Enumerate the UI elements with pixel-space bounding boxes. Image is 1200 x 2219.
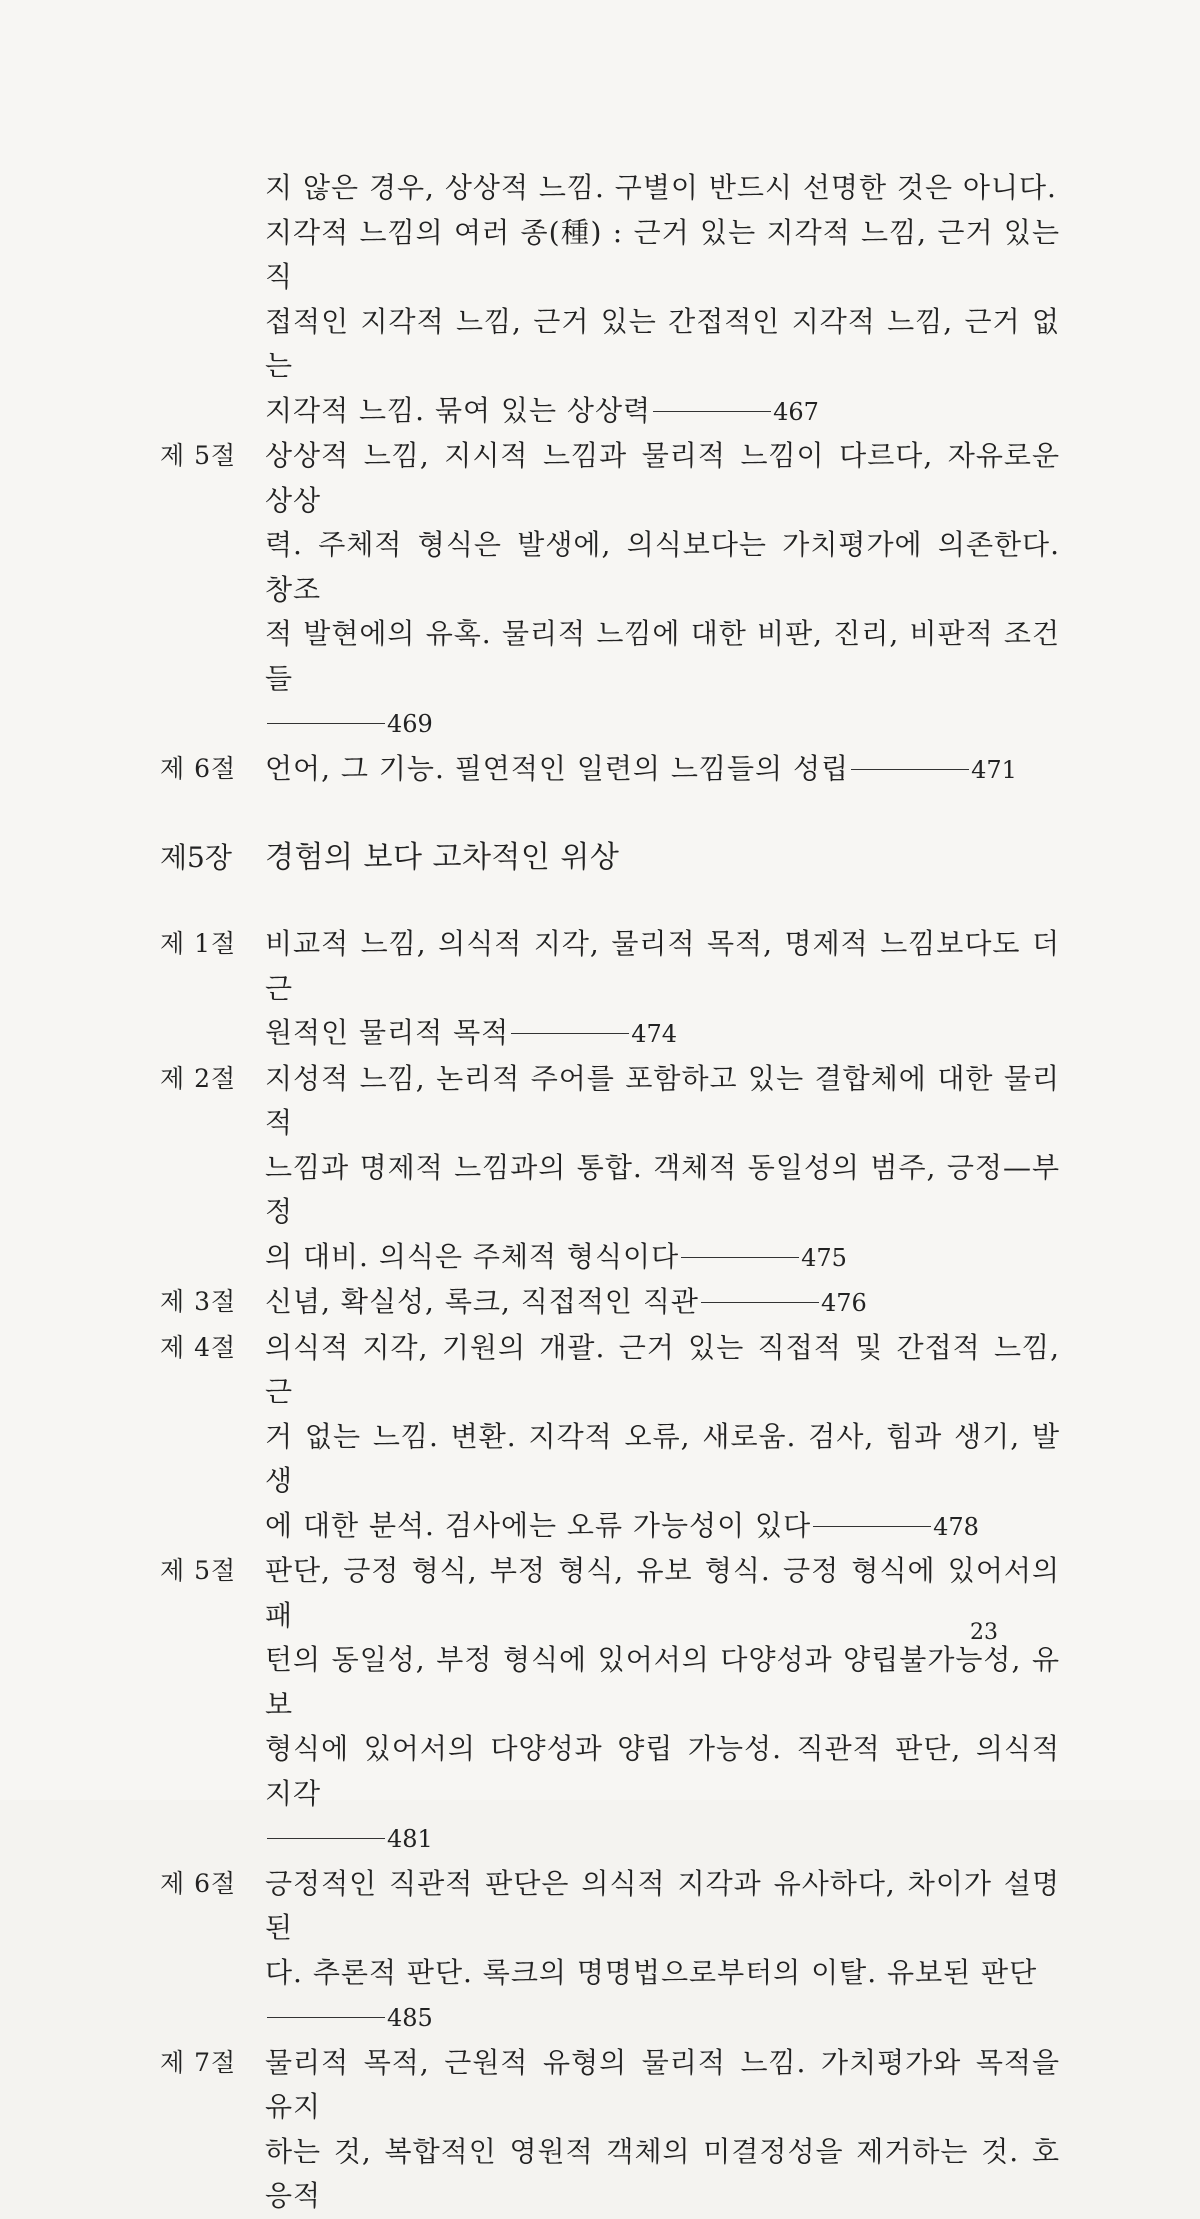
section-label: 제 2절 bbox=[160, 1063, 237, 1093]
text-line: 판단, 긍정 형식, 부정 형식, 유보 형식. 긍정 형식에 있어서의 패 bbox=[265, 1554, 1060, 1632]
chapter-number: 제5장 bbox=[160, 841, 232, 874]
text-line: 상상적 느낌, 지시적 느낌과 물리적 느낌이 다르다, 자유로운 상상 bbox=[265, 439, 1060, 517]
toc-section bbox=[160, 1862, 1060, 2041]
section-text bbox=[265, 434, 1060, 747]
text-line: 력. 주체적 형식은 발생에, 의식보다는 가치평가에 의존한다. 창조 bbox=[265, 528, 1060, 606]
toc-section bbox=[160, 1326, 1060, 1550]
page-ref: 469 bbox=[387, 710, 433, 738]
toc-section bbox=[160, 747, 1060, 793]
text-line-with-ref bbox=[265, 701, 1060, 747]
leader-dash bbox=[267, 723, 385, 724]
text-line: 다. 추론적 판단. 록크의 명명법으로부터의 이탈. 유보된 판단 bbox=[265, 1955, 1038, 1989]
section-text bbox=[265, 2041, 1060, 2219]
text-line-with-ref bbox=[265, 1280, 1060, 1326]
page-ref: 467 bbox=[773, 397, 819, 426]
section-text bbox=[265, 1326, 1060, 1550]
text-line: 하는 것, 복합적인 영원적 객체의 미결정성을 제거하는 것. 호응적 bbox=[265, 2134, 1060, 2212]
toc-section bbox=[160, 2041, 1060, 2219]
section-label: 제 7절 bbox=[160, 2047, 237, 2077]
text-line: 거 없는 느낌. 변환. 지각적 오류, 새로움. 검사, 힘과 생기, 발생 bbox=[265, 1419, 1060, 1497]
toc-section bbox=[160, 1057, 1060, 1281]
section-text bbox=[265, 1862, 1060, 2041]
leader-dash bbox=[267, 1838, 385, 1839]
text-line: 물리적 목적, 근원적 유형의 물리적 느낌. 가치평가와 목적을 유지 bbox=[265, 2045, 1060, 2123]
text-line: 에 대한 분석. 검사에는 오류 가능성이 있다 bbox=[265, 1508, 812, 1542]
page-ref: 471 bbox=[971, 755, 1017, 784]
text-line: 비교적 느낌, 의식적 지각, 물리적 목적, 명제적 느낌보다도 더 근 bbox=[265, 927, 1060, 1005]
text-line: 접적인 지각적 느낌, 근거 있는 간접적인 지각적 느낌, 근거 없는 bbox=[265, 304, 1060, 382]
text-line: 의 대비. 의식은 주체적 형식이다 bbox=[265, 1239, 680, 1273]
text-line-with-ref bbox=[265, 1504, 1060, 1550]
leader-dash bbox=[511, 1033, 629, 1034]
section-label: 제 1절 bbox=[160, 929, 237, 958]
section-label: 제 6절 bbox=[160, 1868, 237, 1898]
chapter-heading bbox=[160, 836, 1060, 880]
text-line: 언어, 그 기능. 필연적인 일련의 느낌들의 성립 bbox=[265, 751, 850, 785]
text-line: 형식에 있어서의 다양성과 양립 가능성. 직관적 판단, 의식적 지각 bbox=[265, 1732, 1060, 1810]
leader-dash bbox=[267, 2017, 385, 2018]
leader-dash bbox=[653, 411, 771, 412]
text-line: 지각적 느낌. 묶여 있는 상상력 bbox=[265, 393, 652, 427]
text-line: 신념, 확실성, 록크, 직접적인 직관 bbox=[265, 1285, 699, 1318]
page-ref: 481 bbox=[387, 1825, 433, 1853]
chapter-title: 경험의 보다 고차적인 위상 bbox=[265, 840, 620, 875]
section-label: 제 5절 bbox=[160, 1556, 237, 1585]
section-label: 제 4절 bbox=[160, 1332, 237, 1362]
text-line-with-ref bbox=[265, 1995, 1060, 2041]
toc-section bbox=[160, 1549, 1060, 1862]
section-label: 제 3절 bbox=[160, 1287, 237, 1316]
page-ref: 485 bbox=[387, 2004, 433, 2032]
leader-dash bbox=[813, 1526, 931, 1527]
toc-section bbox=[160, 434, 1060, 747]
text-line: 느낌과 명제적 느낌과의 통합. 객체적 동일성의 범주, 긍정—부정 bbox=[265, 1150, 1060, 1228]
continuation-text bbox=[265, 166, 1060, 434]
page-number: 23 bbox=[970, 1620, 998, 1645]
text-line-with-ref bbox=[265, 1816, 1060, 1862]
text-line: 원적인 물리적 목적 bbox=[265, 1016, 510, 1049]
text-line-with-ref bbox=[265, 747, 1060, 793]
text-line: 턴의 동일성, 부정 형식에 있어서의 다양성과 양립불가능성, 유보 bbox=[265, 1643, 1060, 1721]
toc-section bbox=[160, 922, 1060, 1057]
section-text bbox=[265, 1057, 1060, 1281]
text-line: 적 발현에의 유혹. 물리적 느낌에 대한 비판, 진리, 비판적 조건들 bbox=[265, 617, 1060, 695]
section-label: 제 6절 bbox=[160, 753, 237, 783]
page-ref: 478 bbox=[933, 1512, 979, 1541]
section-text bbox=[265, 747, 1060, 793]
text-line-with-ref bbox=[265, 1235, 1060, 1281]
page-ref: 474 bbox=[631, 1020, 677, 1048]
text-line-with-ref bbox=[265, 389, 1060, 435]
text-line: 지성적 느낌, 논리적 주어를 포함하고 있는 결합체에 대한 물리적 bbox=[265, 1061, 1060, 1139]
text-line-with-ref bbox=[265, 1011, 1060, 1057]
section-text bbox=[265, 1549, 1060, 1862]
toc-section bbox=[160, 1280, 1060, 1326]
toc-continuation bbox=[160, 166, 1060, 434]
page-ref: 475 bbox=[801, 1243, 847, 1272]
leader-dash bbox=[701, 1302, 819, 1303]
text-line: 긍정적인 직관적 판단은 의식적 지각과 유사하다, 차이가 설명된 bbox=[265, 1866, 1060, 1944]
section-text bbox=[265, 922, 1060, 1057]
text-line: 지각적 느낌의 여러 종(種) : 근거 있는 지각적 느낌, 근거 있는 직 bbox=[265, 215, 1060, 293]
page-ref: 476 bbox=[820, 1289, 867, 1317]
section-label: 제 5절 bbox=[160, 441, 237, 470]
table-of-contents bbox=[160, 166, 1060, 2219]
leader-dash bbox=[851, 769, 969, 770]
leader-dash bbox=[681, 1257, 799, 1258]
text-line: 지 않은 경우, 상상적 느낌. 구별이 반드시 선명한 것은 아니다. bbox=[265, 171, 1057, 204]
text-line: 의식적 지각, 기원의 개괄. 근거 있는 직접적 및 간접적 느낌, 근 bbox=[265, 1330, 1060, 1408]
section-text bbox=[265, 1280, 1060, 1326]
